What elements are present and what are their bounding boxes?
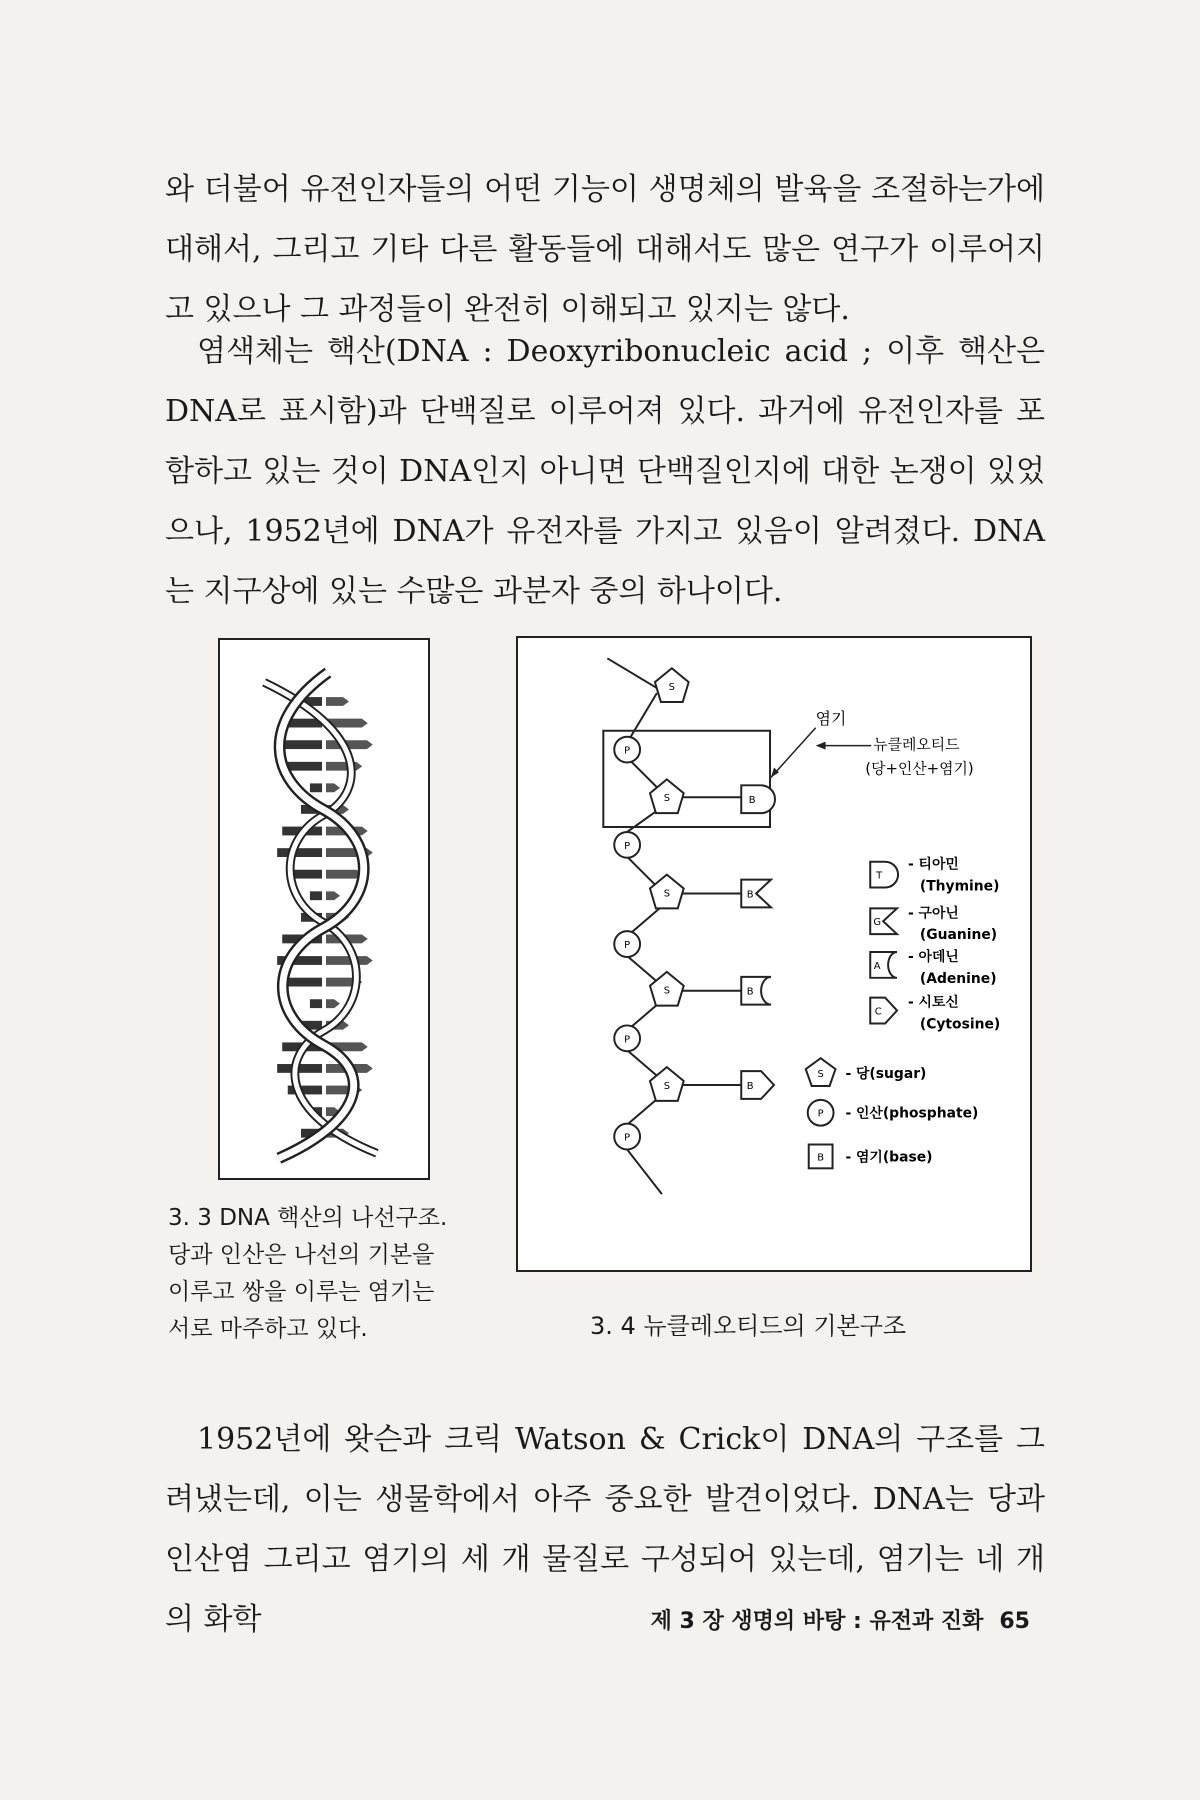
legend-phosphate-label: - 인산(phosphate) (845, 1105, 979, 1122)
paragraph-dna-composition: 염색체는 핵산(DNA : Deoxyribonucleic acid ; 이후 핵산은 DNA로 표시함)과 단백질로 이루어져 있다. 과거에 유전인자를 포함하고 있는 것이 DNA인지 아니면 단백질인지에 대한 논쟁이 있었으나, 1952년에 DNA가 유전자를 가지고 있음이 알려졌다. DNA는 지구상에 있는 수많은 과분자 중의 하나이다. (165, 334, 1045, 609)
base-pair-half (277, 848, 322, 857)
legend-base-symbol: A (873, 960, 881, 972)
annotation-nucleotide-sub: (당+인산+염기) (865, 759, 974, 778)
dna-helix-drawing (220, 640, 428, 1178)
base-label: B (746, 889, 754, 901)
legend-part-symbol: P (817, 1108, 824, 1120)
legend-base-label: - 염기(base) (845, 1149, 933, 1166)
base-shape-notched (741, 880, 771, 908)
figure-nucleotide-structure (516, 636, 1032, 1272)
legend-base-symbol: C (874, 1006, 882, 1018)
figure-33-caption-line: 3. 3 DNA 핵산의 나선구조. (168, 1205, 448, 1231)
base-label: B (748, 795, 756, 807)
annotation-nucleotide: 뉴클레오티드 (873, 735, 960, 754)
phosphate-label: P (624, 745, 631, 757)
figure-33-caption-line: 서로 마주하고 있다. (168, 1316, 368, 1342)
base-shape-concave (741, 977, 771, 1005)
legend-part-symbol: B (817, 1152, 825, 1164)
legend-adenine-latin: (Adenine) (919, 970, 997, 987)
base-pair-half (326, 783, 340, 792)
page-footer (600, 1604, 1030, 1635)
phosphate-label: P (624, 1132, 631, 1144)
figure-33-caption-line: 당과 인산은 나선의 기본을 (168, 1242, 435, 1268)
sugar-label: S (663, 793, 670, 805)
sugar-label: S (663, 1080, 670, 1092)
phosphate-label: P (624, 940, 631, 952)
base-pair-half (310, 783, 322, 792)
figure-33-caption (168, 1200, 498, 1348)
legend-thymine-name: - 티아민 (907, 856, 959, 873)
phosphate-label: P (624, 1034, 631, 1046)
legend-adenine-name: - 아데닌 (907, 948, 959, 965)
sugar-label: S (663, 985, 670, 997)
figure-dna-helix (218, 638, 430, 1180)
paragraph-intro: 와 더불어 유전인자들의 어떤 기능이 생명체의 발육을 조절하는가에 대해서, 그리고 기타 다른 활동들에 대해서도 많은 연구가 이루어지고 있으나 그 과정들이 완전히 이해되고 있지는 않다. (165, 172, 1045, 327)
page-number: 65 (999, 1609, 1030, 1634)
base-pair-half (288, 762, 322, 771)
base-pair-half (310, 999, 322, 1008)
sugar-label: S (663, 888, 670, 900)
sugar-label: S (668, 682, 675, 694)
base-pair-half (326, 697, 349, 706)
legend-guanine-name: - 구아닌 (907, 905, 959, 922)
thymine-shape (870, 862, 898, 888)
legend-thymine-latin: (Thymine) (919, 878, 1000, 895)
base-pair-half (326, 891, 340, 900)
legend-cytosine-name: - 시토신 (907, 994, 959, 1011)
base-pair-half (326, 999, 340, 1008)
figure-33-caption-line: 이루고 쌍을 이루는 염기는 (168, 1279, 435, 1305)
legend-base-symbol: T (876, 870, 883, 882)
figure-34-caption: 3. 4 뉴클레오티드의 기본구조 (590, 1312, 907, 1340)
base-shape-rounded (741, 785, 775, 813)
base-label: B (746, 986, 754, 998)
annotation-base: 염기 (815, 708, 847, 728)
legend-sugar-label: - 당(sugar) (845, 1066, 927, 1083)
chapter-title: 제 3 장 생명의 바탕 : 유전과 진화 (650, 1609, 984, 1634)
phosphate-label: P (624, 840, 631, 852)
legend-part-symbol: S (817, 1069, 824, 1081)
base-pair-half (310, 891, 322, 900)
paragraph-watson-crick: 1952년에 왓슨과 크릭 Watson & Crick이 DNA의 구조를 그려냈는데, 이는 생물학에서 아주 중요한 발견이었다. DNA는 당과 인산염 그리고 염기의 세 개 물질로 구성되어 있는데, 염기는 네 개의 화학 (165, 1422, 1045, 1637)
base-label: B (746, 1080, 754, 1092)
legend-base-symbol: G (873, 917, 882, 929)
legend-cytosine-latin: (Cytosine) (919, 1016, 1001, 1033)
base-pair-half (326, 762, 362, 771)
base-pair-half (326, 870, 362, 879)
base-pair-half (288, 978, 322, 987)
legend-guanine-latin: (Guanine) (919, 927, 998, 944)
